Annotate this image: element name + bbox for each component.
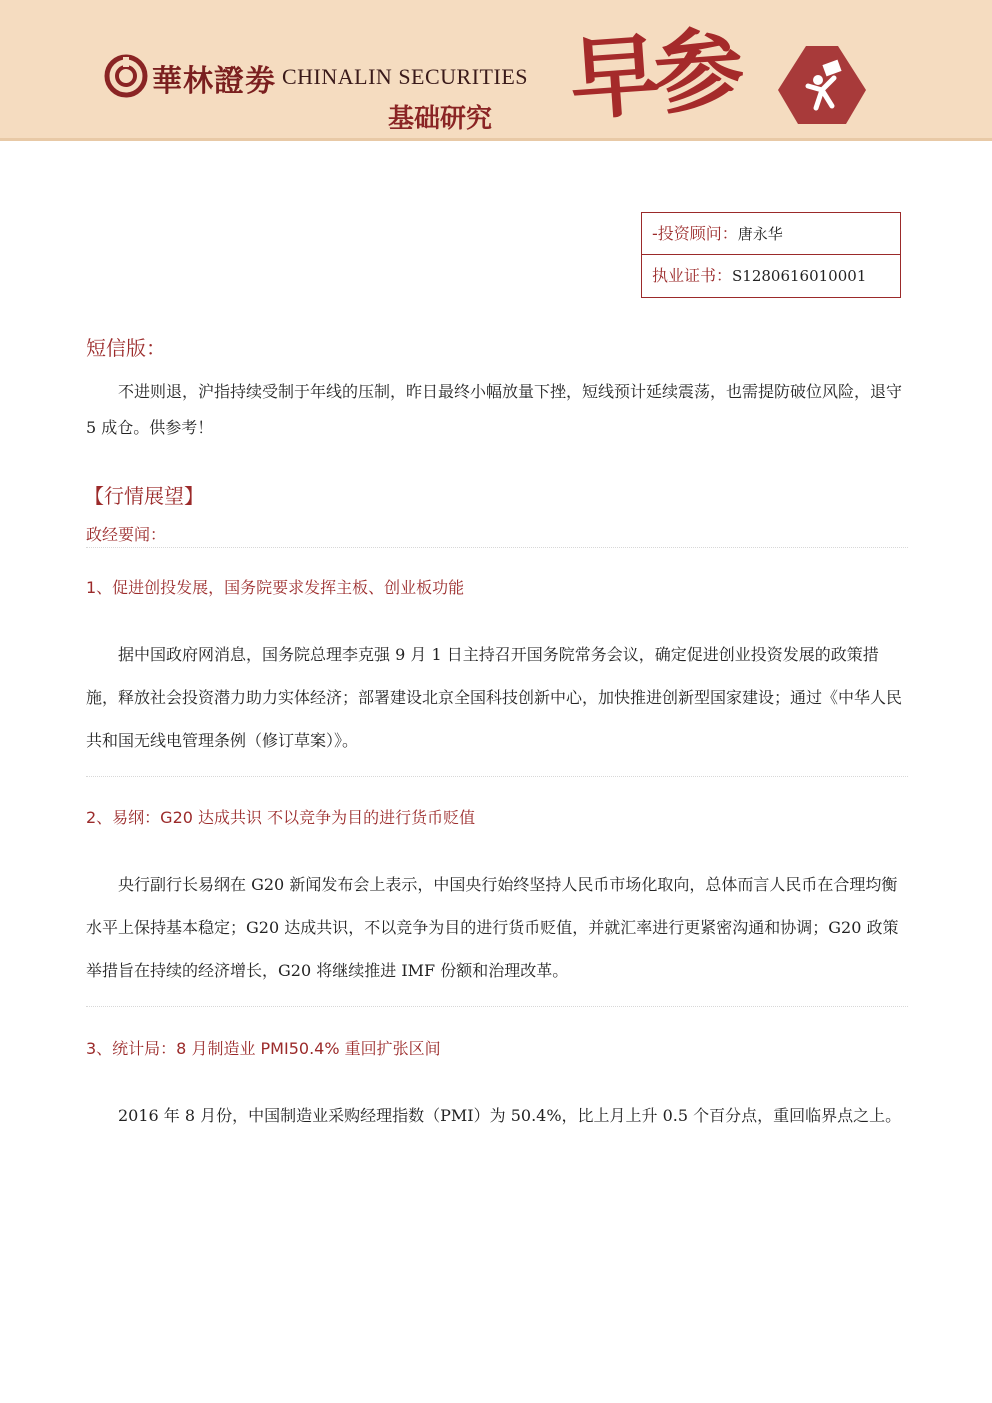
- advisor-name: 唐永华: [737, 225, 783, 243]
- advisor-info-box: [641, 212, 901, 298]
- certificate-row: [642, 254, 900, 296]
- divider: [86, 1006, 908, 1007]
- certificate-number: S1280616010001: [732, 267, 867, 285]
- news-item-title: 2、易纲：G20 达成共识 不以竞争为目的进行货币贬值: [86, 808, 476, 827]
- news-item-title: 1、促进创投发展，国务院要求发挥主板、创业板功能: [86, 578, 465, 597]
- report-type-title: 早参: [566, 16, 742, 134]
- sms-section-title: 短信版：: [86, 336, 166, 360]
- department-label: 基础研究: [388, 104, 493, 134]
- divider: [86, 776, 908, 777]
- outlook-section-title: 【行情展望】: [84, 484, 204, 508]
- advisor-label: -投资顾问：: [652, 224, 738, 243]
- news-item-body: 2016 年 8 月份，中国制造业采购经理指数（PMI）为 50.4%，比上月上升 0.5 个百分点，重回临界点之上。: [118, 1106, 902, 1125]
- advisor-row: [642, 213, 900, 254]
- sms-body: 不进则退，沪指持续受制于年线的压制，昨日最终小幅放量下挫，短线预计延续震荡，也需提防破位风险，退守 5 成仓。供参考！: [86, 382, 903, 437]
- reading-figure-emblem-icon: [776, 44, 868, 126]
- news-item-body: 据中国政府网消息，国务院总理李克强 9 月 1 日主持召开国务院常务会议，确定促进创业投资发展的政策措施，释放社会投资潜力助力实体经济；部署建设北京全国科技创新中心，加快推进创新型国家建设；通过《中华人民共和国无线电管理条例（修订草案）》。: [86, 645, 903, 750]
- page-header: [0, 0, 992, 141]
- brand-name-chinese: 華林證劵: [152, 64, 276, 99]
- divider: [86, 547, 908, 548]
- certificate-label: 执业证书：: [652, 266, 733, 285]
- policy-news-subtitle: 政经要闻：: [86, 525, 167, 544]
- news-item-title: 3、统计局：8 月制造业 PMI50.4% 重回扩张区间: [86, 1039, 441, 1058]
- brand-name-english: CHINALIN SECURITIES: [282, 64, 528, 89]
- news-item-body: 央行副行长易纲在 G20 新闻发布会上表示，中国央行始终坚持人民币市场化取向，总体而言人民币在合理均衡水平上保持基本稳定；G20 达成共识，不以竞争为目的进行货币贬值，并就汇率进行更紧密沟通和协调；G20 政策举措旨在持续的经济增长，G20 将继续推进 IMF 份额和治理改革。: [86, 875, 899, 980]
- company-logo-icon: [104, 54, 148, 98]
